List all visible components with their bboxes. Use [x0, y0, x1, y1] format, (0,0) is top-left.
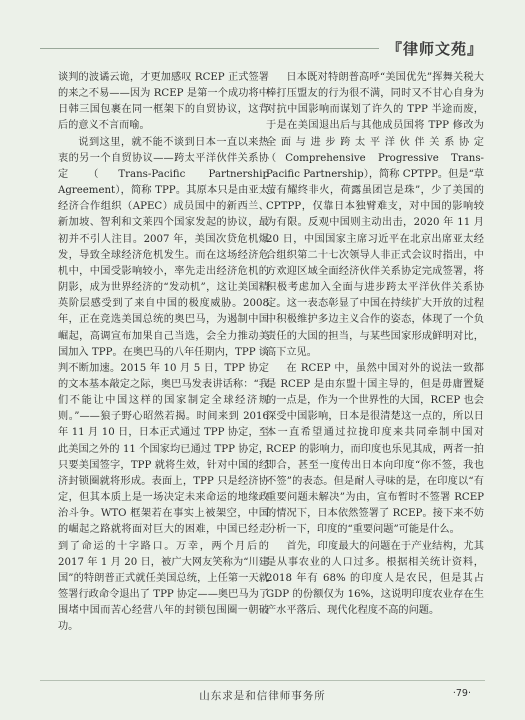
- paragraph: 说到这里，就不能不谈到日本一直以来热衷的另一个自贸协议——跨太平洋伙伴关系协定（Trans-Pacific Partnership Agreement），简称 TPP。其原本只是由亚太经济合作组织（APEC）成员国中的新西兰、新加坡、智利和文莱四个国家发起的协议，最初并不引人注目。2007 年，美国次贷危机爆发，导致全球经济危机发生。而在这场经济危机中，中国受影响较小，率先走出经济危机的阴影，成为世界经济的“发动机”，这让美国精英阶层感受到了来自中国的极度威胁。2008 年，正在竞选美国总统的奥巴马，为遏制中国崛起，高调宣布加果自己当选，会全力推动美国加入 TPP。在奥巴马的八年任期内，TPP 谈判不断加速。2015 年 10 月 5 日，TPP 协定的文本基本敲定之际，奥巴马发表讲话称：“我们不能让中国这样的国家制定全球经济规则。”——狼子野心昭然若揭。时间来到 2016 年 11 月 10 日，日本正式通过 TPP 协定，至此美国之外的 11 个国家均已通过 TPP 协定，只要美国签字，TPP 就将生效，针对中国的经济封锁圈就将形成。表面上，TPP 只是经济协定，但其本质上是一场决定未来命运的地缘政治斗争。WTO 框架若在事实上被架空，中国的崛起之路就将面对巨大的困难，中国已经走到了命运的十字路口。万幸，两个月后的 2017 年 1 月 20 日，被广大网友笑称为“川建国”的特朗普正式就任美国总统，上任第一天就签署行政命令退出了 TPP 协定——奥巴马为了围堵中国而苦心经营八年的封锁包围圈一朝破功。: [58, 136, 269, 633]
- paragraph: 首先，印度最大的问题在于产业结构，尤其是从事农业的人口过多。根据相关统计资料，2018 年有 68% 的印度人是农民，但是其占 GDP 的份额仅为 16%，这说明印度农业存在生产水平落后、现代化程度不高的问题。: [266, 540, 484, 617]
- footer-firm-name: 山东求是和信律师事务所: [199, 690, 326, 702]
- paragraph: 谈判的波谲云诡，才更加感叹 RCEP 正式签署的来之不易——因为 RCEP 是第一个成功将中日韩三国包裹在同一框架下的自贸协议，这背后的意义不言而喻。: [58, 72, 269, 132]
- left-column: [58, 70, 269, 635]
- right-column: [266, 70, 484, 619]
- footer-rule: [40, 680, 485, 681]
- page-number: ·79·: [452, 688, 471, 699]
- paragraph: 日本既对特朗普高呼“美国优先”挥舞关税大棒打压盟友的行为很不满，同时又不甘心自身为对抗中国影响而谋划了许久的 TPP 半途而废，于是在美国退出后与其他成员国将 TPP 修改为全面与进步跨太平洋伙伴关系协定（Comprehensive Progressive Trans-Pacific Partnership），简称 CPTPP。但是“草萤有耀终非火，荷露虽团岂是珠”，少了美国的 CPTPP，仅靠日本独臂难支，对中国的影响较为有限。反观中国则主动出击，2020 年 11 月 20 日，中国国家主席习近平在北京出席亚太经合组织第二十七次领导人非正式会议时指出，中方欢迎区域全面经济伙伴关系协定完成签署，将积极考虑加入全面与进步跨太平洋伙伴关系协定。这一表态彰显了中国在持续扩大开放的过程中积极维护多边主义合作的姿态，体现了一个负责任的大国的担当，与某些国家形成鲜明对比，高下立见。: [266, 72, 484, 358]
- paragraph: 在 RCEP 中，虽然中国对外的说法一致都是 RCEP 是由东盟十国主导的，但是毋庸置疑的一点是，作为一个世界性的大国，RCEP 也会深受中国影响，日本是很清楚这一点的，所以日本一直希望通过拉拢印度来共同牵制中国对 RCEP 的影响力，而印度也乐见其成，两者一拍即合，甚至一度传出日本向印度“你不签，我也不签”的表态。但是耐人寻味的是，在印度以“有重要问题未解决”为由，宣布暂时不签署 RCEP 的情况下，日本依然签署了 RCEP。接下来不妨分析一下，印度的“重要问题”可能是什么。: [266, 362, 484, 536]
- section-title: 『律师文苑』: [379, 40, 485, 58]
